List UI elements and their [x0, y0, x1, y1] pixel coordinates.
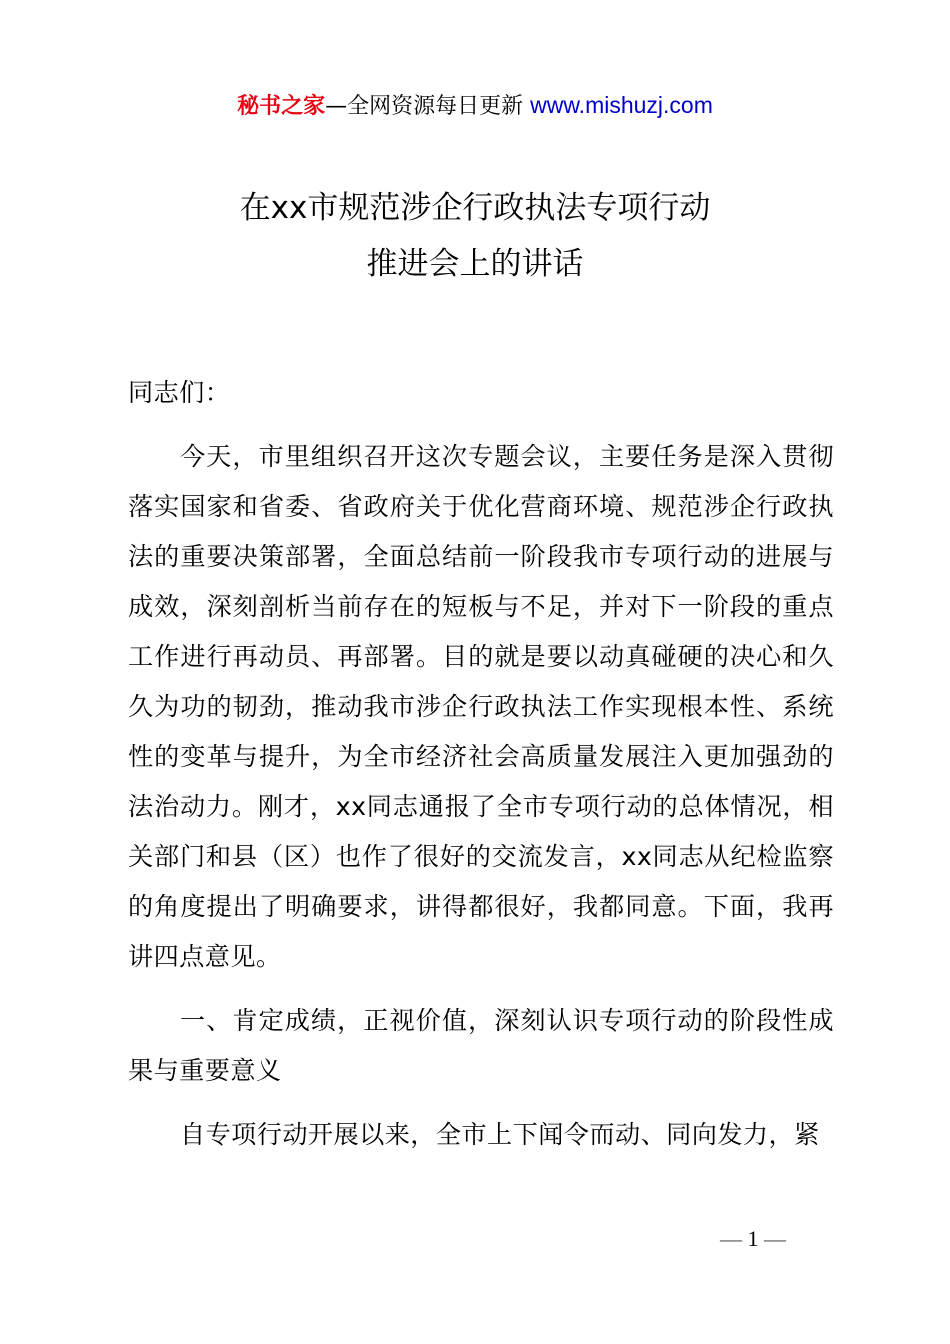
title-line-2: 推进会上的讲话: [366, 246, 584, 282]
document-body: [128, 368, 834, 1174]
title-line-1: 在xx市规范涉企行政执法专项行动: [239, 190, 711, 226]
brand-name: 秘书之家: [237, 94, 326, 119]
document-title: [0, 180, 950, 292]
page-number-dash-right: —: [764, 1226, 786, 1251]
page-number-value: 1: [747, 1226, 759, 1251]
site-url-link[interactable]: www.mishuzj.com: [530, 92, 713, 118]
salutation: 同志们：: [128, 378, 231, 407]
section-heading-1: 一、肯定成绩，正视价值，深刻认识专项行动的阶段性成果与重要意义: [128, 1006, 834, 1085]
page-number: [720, 1222, 786, 1256]
paragraph-section-1: 自专项行动开展以来，全市上下闻令而动、同向发力，紧: [180, 1120, 820, 1149]
site-header: [0, 88, 950, 124]
page-number-dash-left: —: [720, 1226, 742, 1251]
header-tagline: —全网资源每日更新: [325, 94, 524, 119]
paragraph-intro: 今天，市里组织召开这次专题会议，主要任务是深入贯彻落实国家和省委、省政府关于优化营商环境、规范涉企行政执法的重要决策部署，全面总结前一阶段我市专项行动的进展与成效，深刻剖析当前存在的短板与不足，并对下一阶段的重点工作进行再动员、再部署。目的就是要以动真碰硬的决心和久久为功的韧劲，推动我市涉企行政执法工作实现根本性、系统性的变革与提升，为全市经济社会高质量发展注入更加强劲的法治动力。刚才，xx同志通报了全市专项行动的总体情况，相关部门和县（区）也作了很好的交流发言，xx同志从纪检监察的角度提出了明确要求，讲得都很好，我都同意。下面，我再讲四点意见。: [128, 442, 834, 971]
